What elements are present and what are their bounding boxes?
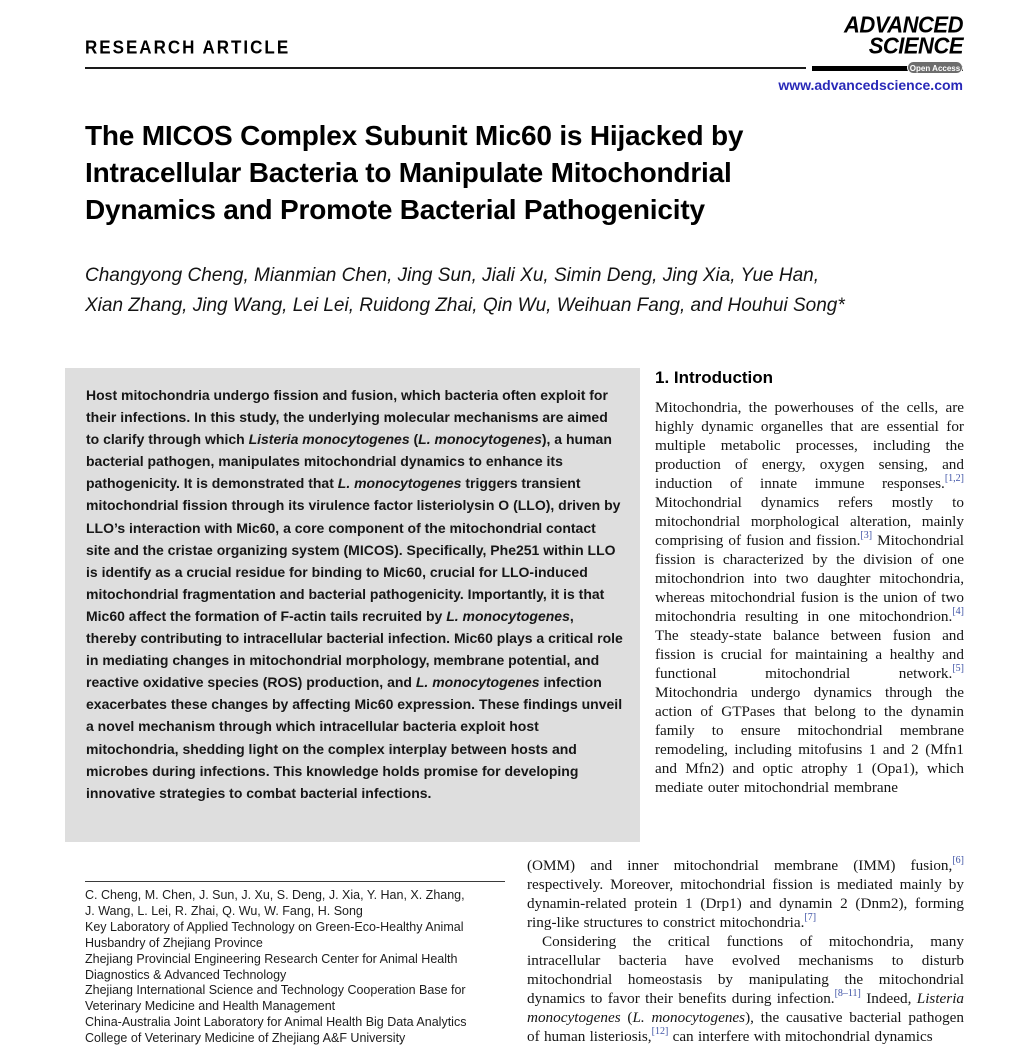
citation-ref[interactable]: [6]	[952, 854, 964, 866]
open-access-badge: Open Access	[907, 61, 963, 74]
abstract-box	[65, 368, 640, 842]
author-list-line2: Xian Zhang, Jing Wang, Lei Lei, Ruidong Zhai, Qin Wu, Weihuan Fang, and Houhui Song*	[85, 295, 845, 316]
italic-text: L. monocytogenes	[632, 1009, 746, 1026]
intro-paragraph-column: Mitochondria, the powerhouses of the cells, are highly dynamic organelles that are essential for multiple metabolic processes, including the production of energy, oxygen sensing, and induction of innate immune responses.[1,2] Mitochondrial dynamics refers mostly to mitochondrial morphological alteration, mainly comprising of fusion and fission.[3] Mitochondrial fission is characterized by the division of one mitochondrion into two daughter mitochondria, whereas mitochondrial fusion is the union of two mitochondria resulting in one mitochondrion.[4] The steady-state balance between fusion and fission is crucial for maintaining a healthy and functional mitochondrial network.[5] Mitochondria undergo dynamics through the action of GTPases that belong to the dynamin family to ensure mitochondrial membrane remodeling, including mitofusins 1 and 2 (Mfn1 and Mfn2) and optic atrophy 1 (Opa1), which mediate outer mitochondrial membrane	[655, 399, 965, 796]
italic-text: L. monocytogenes	[337, 475, 462, 492]
citation-ref[interactable]: [4]	[952, 605, 964, 617]
affiliation-line: Key Laboratory of Applied Technology on Green-Eco-Healthy Animal	[85, 919, 464, 934]
citation-ref[interactable]: [7]	[804, 911, 817, 923]
citation-ref[interactable]: [1,2]	[944, 472, 964, 484]
header-divider	[85, 67, 806, 69]
affiliation-line: J. Wang, L. Lei, R. Zhai, Q. Wu, W. Fang, H. Song	[85, 903, 363, 918]
section-heading-introduction: 1. Introduction	[655, 368, 774, 387]
article-title-line2: Intracellular Bacteria to Manipulate Mitochondrial	[85, 157, 732, 188]
italic-text: L. monocytogenes	[446, 607, 570, 624]
italic-text: L. monocytogenes	[418, 431, 542, 448]
affiliation-line: Veterinary Medicine and Health Management	[85, 999, 336, 1014]
affiliation-line: Zhejiang Provincial Engineering Research Center for Animal Health	[85, 951, 458, 966]
journal-website-link[interactable]: www.advancedscience.com	[778, 77, 963, 93]
abstract-text: Host mitochondria undergo fission and fusion, which bacteria often exploit for their infections. In this study, the underlying molecular mechanisms are aimed to clarify through which Listeria monocytogenes (L. monocytogenes), a human bacterial pathogen, manipulates mitochondrial dynamics to enhance its pathogenicity. It is demonstrated that L. monocytogenes triggers transient mitochondrial fission through its virulence factor listeriolysin O (LLO), driven by LLO’s interaction with Mic60, a core component of the mitochondrial contact site and the cristae organizing system (MICOS). Specifically, Phe251 within LLO is identify as a crucial residue for binding to Mic60, crucial for LLO-induced mitochondrial fragmentation and bacterial pathogenicity. Importantly, it is that Mic60 affect the formation of F-actin tails recruited by L. monocytogenes, thereby contributing to intracellular bacterial infection. Mic60 plays a critical role in mediating changes in mitochondrial morphology, membrane potential, and reactive oxidative species (ROS) production, and L. monocytogenes infection exacerbates these changes by affecting Mic60 expression. These findings unveil a novel mechanism through which intracellular bacteria exploit host mitochondria, shedding light on the complex interplay between hosts and microbes during infections. This knowledge holds promise for developing innovative strategies to combat bacterial infections.	[86, 387, 623, 801]
intro-paragraph-wide: (OMM) and inner mitochondrial membrane (IMM) fusion,[6] respectively. Moreover, mitochondrial fission is mediated mainly by dynamin-related protein 1 (Drp1) and dynamin 2 (Dnm2), forming ring-like structures to constrict mitochondria.[7]	[527, 854, 964, 931]
journal-logo	[843, 11, 963, 59]
intro-continuation	[527, 856, 964, 1046]
citation-ref[interactable]: [5]	[952, 662, 964, 674]
affiliation-line: C. Cheng, M. Chen, J. Sun, J. Xu, S. Deng, J. Xia, Y. Han, X. Zhang,	[85, 888, 465, 902]
journal-logo-line2: SCIENCE	[868, 32, 963, 59]
author-list	[85, 261, 885, 321]
affiliation-line: China-Australia Joint Laboratory for Animal Health Big Data Analytics	[85, 1015, 467, 1030]
journal-logo-line1: ADVANCED	[843, 11, 963, 38]
article-title-line3: Dynamics and Promote Bacterial Pathogenicity	[85, 194, 705, 225]
affiliation-line: College of Veterinary Medicine of Zhejiang A&F University	[85, 1031, 406, 1046]
italic-text: Listeria monocytogenes	[248, 431, 410, 448]
article-title	[85, 117, 865, 228]
affiliation-line: Diagnostics & Advanced Technology	[85, 967, 287, 982]
article-title-line1: The MICOS Complex Subunit Mic60 is Hijacked by	[85, 120, 744, 151]
italic-text: Listeria monocytogenes	[527, 990, 965, 1026]
affiliations-footnote	[85, 888, 521, 1047]
italic-text: L. monocytogenes	[415, 674, 540, 691]
footnote-divider	[85, 881, 505, 882]
affiliation-line: Husbandry of Zhejiang Province	[85, 935, 263, 950]
citation-ref[interactable]: [3]	[860, 529, 873, 541]
intro-paragraph-2: Considering the critical functions of mitochondria, many intracellular bacteria have evolved mechanisms to disturb mitochondrial homeostasis by manipulating the mitochondrial dynamics to favor their benefits during infection.[8–11] Indeed, Listeria monocytogenes (L. monocytogenes), the causative bacterial pathogen of human listeriosis,[12] can interfere with mitochondrial dynamics	[527, 933, 965, 1045]
affiliation-line: Zhejiang International Science and Technology Cooperation Base for	[85, 983, 466, 998]
citation-ref[interactable]: [12]	[651, 1025, 669, 1037]
author-list-line1: Changyong Cheng, Mianmian Chen, Jing Sun, Jiali Xu, Simin Deng, Jing Xia, Yue Han,	[85, 265, 820, 286]
citation-ref[interactable]: [8–11]	[834, 987, 861, 999]
research-article-label: RESEARCH ARTICLE	[85, 37, 291, 58]
